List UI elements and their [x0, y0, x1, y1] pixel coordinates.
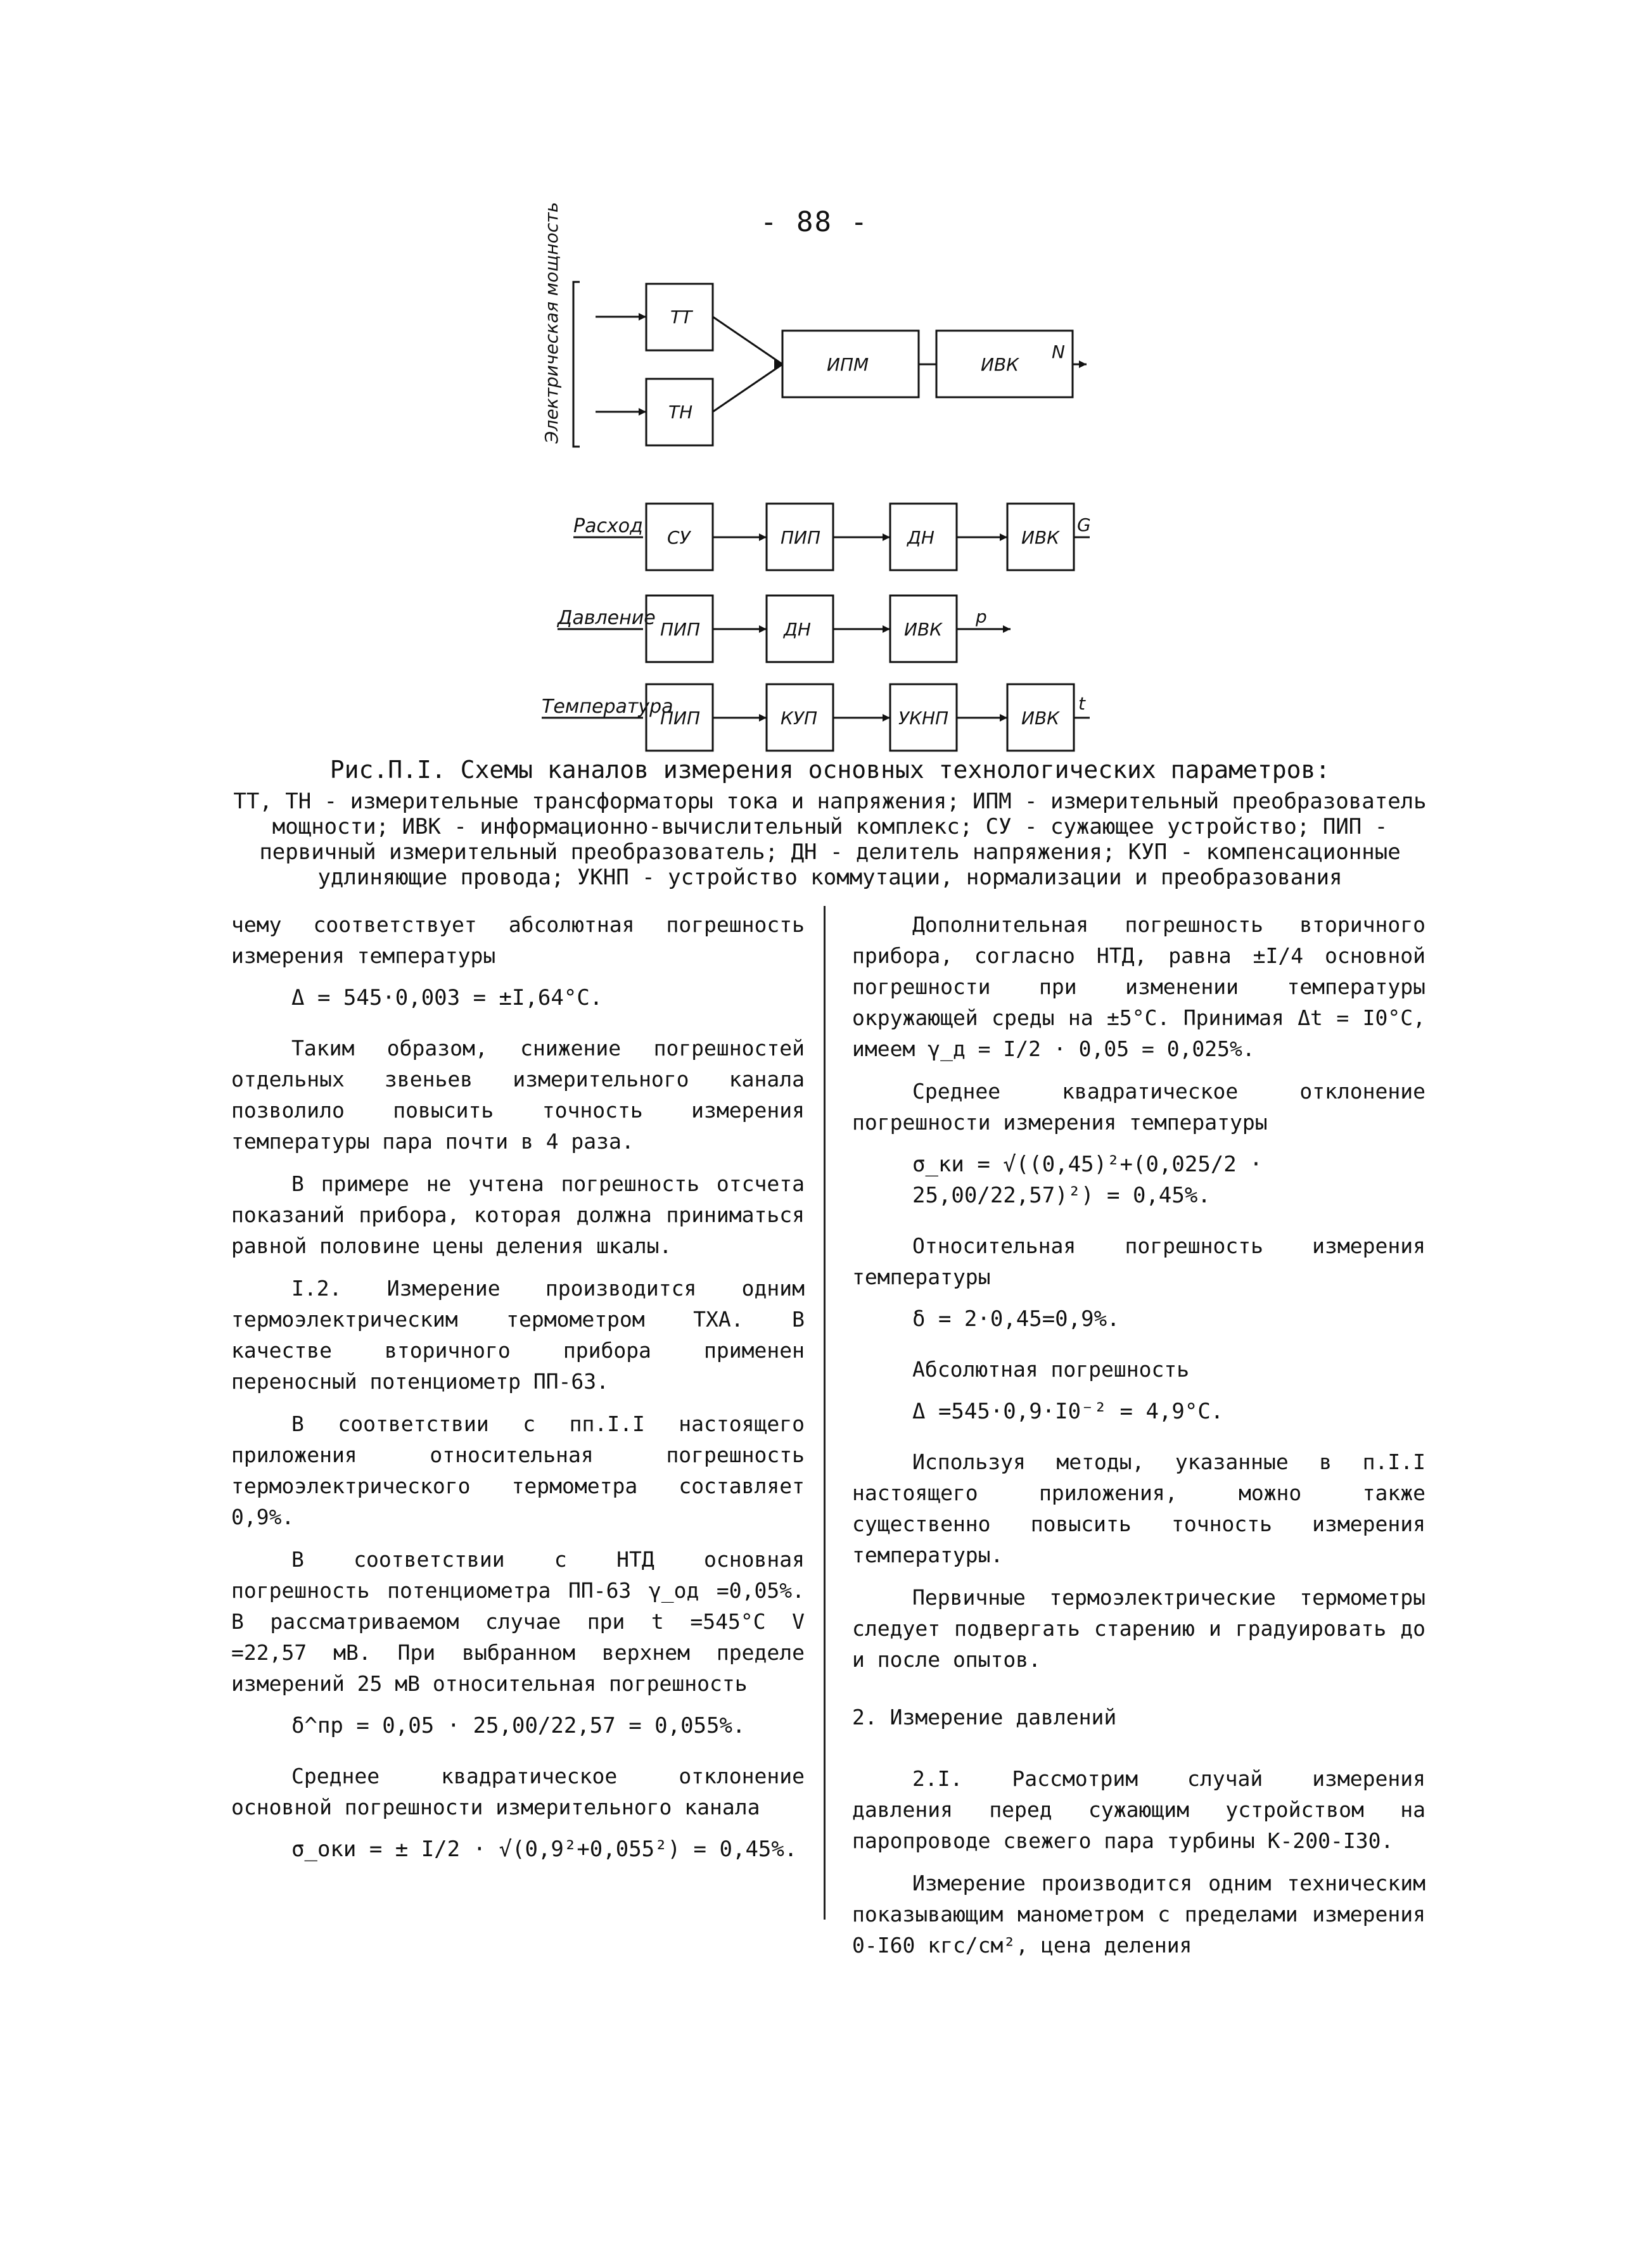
page-number: - 88 - [760, 206, 869, 238]
flow-output-label: G [1077, 514, 1091, 535]
block-ipm-label: ИПМ [827, 354, 869, 375]
temperature-channel [542, 684, 1090, 751]
block-pip-flow-label: ПИП [781, 527, 821, 548]
section-heading: 2. Измерение давлений [852, 1705, 1117, 1730]
right-paragraph: Дополнительная погрешность вторичного прибора, согласно НТД, равна ±I/4 основной погрешности при изменении температуры окружающей среды на ±5°С. Принимая Δt = I0°С, имеем γ_д = I/2 · 0,05 = 0,025%. [852, 912, 1425, 1061]
left-paragraph: В соответствии с пп.I.I настоящего приложения относительная погрешность термоэлектрического термометра составляет 0,9%. [231, 1411, 805, 1529]
pressure-channel [556, 596, 1011, 662]
right-paragraph: Абсолютная погрешность [912, 1357, 1190, 1382]
right-paragraph: Относительная погрешность измерения температуры [852, 1233, 1425, 1289]
formula: Δ = 545·0,003 = ±I,64°С. [291, 985, 603, 1010]
temperature-label: Температура [542, 696, 673, 718]
right-paragraph: Первичные термоэлектрические термометры следует подвергать старению и градуировать до и после опытов. [852, 1585, 1425, 1672]
left-paragraph: В примере не учтена погрешность отсчета показаний прибора, которая должна приниматься равной половине цены деления шкалы. [231, 1171, 805, 1258]
flow-channel [573, 504, 1091, 570]
temperature-output-label: t [1078, 693, 1085, 714]
pressure-label: Давление [558, 607, 656, 629]
left-column [231, 909, 805, 1884]
formula: σ_ки = √((0,45)²+(0,025/2 · 25,00/22,57)²) = 0,45%. [912, 1152, 1263, 1208]
block-ivk-temperature-label: ИВК [1021, 708, 1060, 729]
formula: δ^пр = 0,05 · 25,00/22,57 = 0,055%. [291, 1713, 746, 1738]
left-paragraph: чему соответствует абсолютная погрешность измерения температуры [231, 912, 805, 968]
power-side-label: Электрическая мощность [541, 201, 562, 443]
flow-label: Расход [573, 515, 643, 537]
block-dn-pressure-label: ДН [784, 619, 811, 640]
right-column [852, 909, 1425, 1972]
left-paragraph: В соответствии с НТД основная погрешность потенциометра ПП-63 γ_од =0,05%. В рассматриваемом случае при t =545°С V =22,57 мВ. При выбранном верхнем пределе измерений 25 мВ относительная погрешность [231, 1547, 805, 1696]
tn-to-ipm-line [713, 364, 782, 412]
right-paragraph: Используя методы, указанные в п.I.I настоящего приложения, можно также существенно повысить точность измерения температуры. [852, 1449, 1425, 1567]
formula: δ = 2·0,45=0,9%. [912, 1306, 1120, 1332]
formula: σ_оки = ± I/2 · √(0,9²+0,055²) = 0,45%. [291, 1837, 798, 1862]
block-su-label: СУ [667, 527, 691, 548]
column-divider [824, 906, 826, 1920]
caption-text: ТТ, ТН - измерительные трансформаторы тока и напряжения; ИПМ - измерительный преобразователь мощности; ИВК - информационно-вычислительный комплекс; СУ - сужающее устройство; ПИП - первичный измерительный преобразователь; ДН - делитель напряжения; КУП - компенсационные удлиняющие провода; УКНП - устройство коммутации, нормализации и преобразования [233, 789, 1427, 890]
block-tt-label: ТТ [670, 307, 692, 328]
tt-to-ipm-line [713, 317, 782, 364]
block-dn-flow-label: ДН [907, 527, 934, 548]
block-tn-label: ТН [668, 402, 693, 423]
right-paragraph: Измерение производится одним техническим показывающим манометром с пределами измерения 0-I60 кгс/см², цена деления [852, 1871, 1425, 1958]
power-bracket [573, 282, 580, 447]
right-paragraph: 2.I. Рассмотрим случай измерения давления перед сужающим устройством на паропроводе свежего пара турбины К-200-I30. [852, 1766, 1425, 1853]
pressure-output-label: p [976, 606, 987, 627]
power-channel [541, 202, 1087, 447]
power-output-label: N [1052, 341, 1065, 362]
left-paragraph: Среднее квадратическое отклонение основной погрешности измерительного канала [231, 1764, 805, 1819]
left-paragraph: I.2. Измерение производится одним термоэлектрическим термометром ТХА. В качестве вторичного прибора применен переносный потенциометр ПП-63. [231, 1276, 805, 1394]
block-pip-temperature-label: ПИП [660, 708, 701, 729]
block-ivk-pressure-label: ИВК [904, 619, 943, 640]
block-ivk-flow-label: ИВК [1021, 527, 1060, 548]
block-ivk-power-label: ИВК [981, 354, 1019, 375]
right-paragraph: Среднее квадратическое отклонение погрешности измерения температуры [852, 1079, 1425, 1135]
figure-caption [228, 757, 1432, 890]
block-pip-pressure-label: ПИП [660, 619, 701, 640]
left-paragraph: Таким образом, снижение погрешностей отдельных звеньев измерительного канала позволило повысить точность измерения температуры пара почти в 4 раза. [231, 1036, 805, 1154]
formula: Δ =545·0,9·I0⁻² = 4,9°С. [912, 1399, 1224, 1424]
channel-diagrams [0, 0, 1639, 760]
caption-title: Рис.П.I. Схемы каналов измерения основных технологических параметров: [329, 756, 1330, 784]
block-uknp-label: УКНП [898, 708, 949, 729]
block-kup-label: КУП [781, 708, 817, 729]
